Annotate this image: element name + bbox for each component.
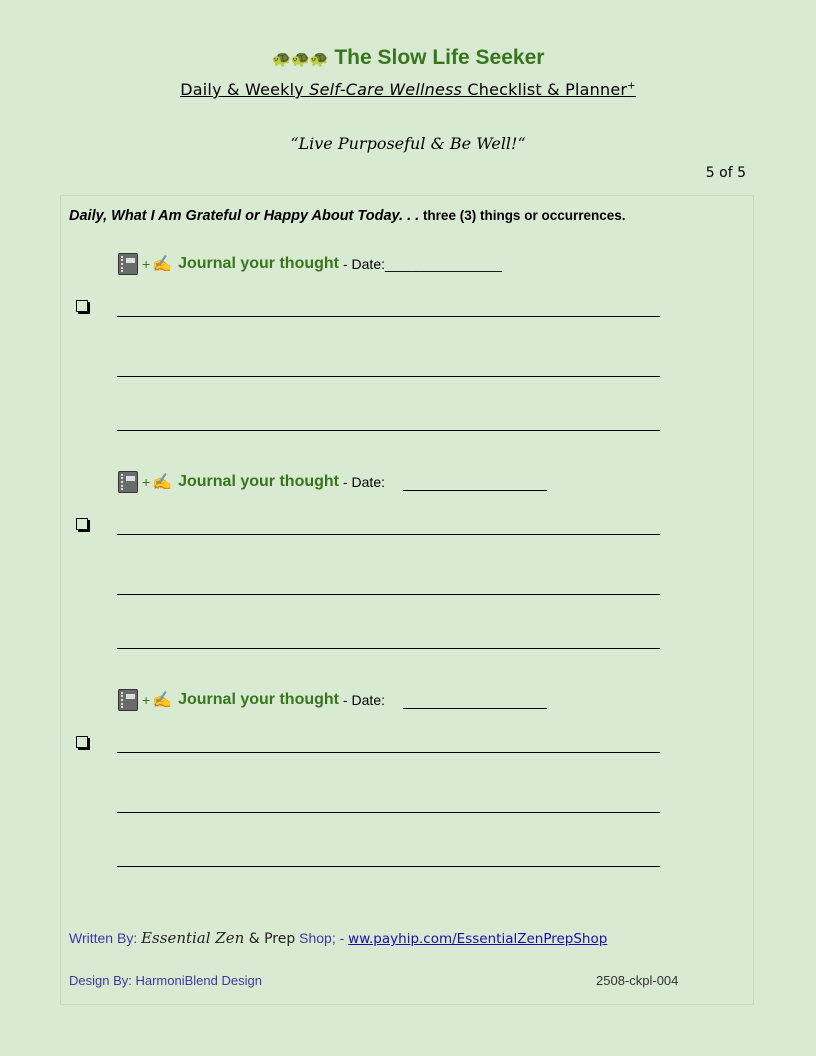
subtitle-mark: + bbox=[627, 80, 636, 92]
journal-label: Journal your thought bbox=[178, 691, 339, 708]
section-rest: three (3) things or occurrences. bbox=[419, 208, 626, 223]
plus-sign: + bbox=[142, 692, 151, 708]
date-label: - Date: bbox=[342, 256, 385, 272]
write-line[interactable] bbox=[117, 648, 660, 649]
shop-link[interactable]: ww.payhip.com/EssentialZenPrepShop bbox=[348, 931, 608, 947]
document-code: 2508-ckpl-004 bbox=[596, 973, 679, 988]
checkbox-1[interactable] bbox=[76, 300, 88, 312]
plus-sign: + bbox=[142, 474, 151, 490]
subtitle-pre: Daily & Weekly bbox=[180, 80, 310, 99]
journal-row-1 bbox=[118, 251, 502, 277]
write-line[interactable] bbox=[117, 752, 660, 753]
design-value: HarmoniBlend Design bbox=[135, 973, 262, 988]
plus-sign: + bbox=[142, 256, 151, 272]
footer-written-by bbox=[69, 929, 607, 947]
write-line[interactable] bbox=[117, 376, 660, 377]
write-line[interactable] bbox=[117, 534, 660, 535]
quote: “Live Purposeful & Be Well!“ bbox=[290, 134, 526, 153]
brand-name-3: Shop; - bbox=[295, 930, 349, 946]
write-line[interactable] bbox=[117, 316, 660, 317]
subtitle-post: Checklist & Planner bbox=[462, 80, 628, 99]
notebook-icon bbox=[118, 471, 138, 493]
footer-design-by bbox=[69, 973, 262, 988]
date-field[interactable] bbox=[403, 692, 547, 709]
page-subtitle bbox=[0, 80, 816, 99]
date-label: - Date: bbox=[342, 692, 385, 708]
write-line[interactable] bbox=[117, 430, 660, 431]
writing-hand-icon: ✍ bbox=[152, 256, 173, 273]
journal-row-3 bbox=[118, 687, 547, 713]
page-number: 5 of 5 bbox=[705, 165, 746, 181]
notebook-icon bbox=[118, 689, 138, 711]
page-title bbox=[0, 46, 816, 70]
section-heading bbox=[69, 207, 626, 224]
journal-label: Journal your thought bbox=[178, 255, 339, 272]
brand-name: Essential Zen bbox=[141, 929, 245, 947]
write-line[interactable] bbox=[117, 812, 660, 813]
writing-hand-icon: ✍ bbox=[152, 474, 173, 491]
writing-hand-icon: ✍ bbox=[152, 692, 173, 709]
title-text: The Slow Life Seeker bbox=[334, 46, 545, 69]
journal-label: Journal your thought bbox=[178, 473, 339, 490]
notebook-icon bbox=[118, 253, 138, 275]
write-line[interactable] bbox=[117, 594, 660, 595]
brand-name-2: & Prep bbox=[244, 931, 296, 947]
journal-row-2 bbox=[118, 469, 547, 495]
date-value[interactable]: _______________ bbox=[385, 256, 502, 272]
section-lead: Daily, What I Am Grateful or Happy About Today. . . bbox=[69, 208, 420, 224]
checkbox-2[interactable] bbox=[76, 518, 88, 530]
date-field[interactable] bbox=[403, 474, 547, 491]
design-label: Design By: bbox=[69, 973, 136, 988]
turtle-icon: 🐢🐢🐢 bbox=[271, 51, 329, 68]
write-line[interactable] bbox=[117, 866, 660, 867]
date-label: - Date: bbox=[342, 474, 385, 490]
checkbox-3[interactable] bbox=[76, 736, 88, 748]
subtitle-emphasis: Self-Care Wellness bbox=[309, 80, 463, 99]
written-label: Written By: bbox=[69, 930, 142, 946]
